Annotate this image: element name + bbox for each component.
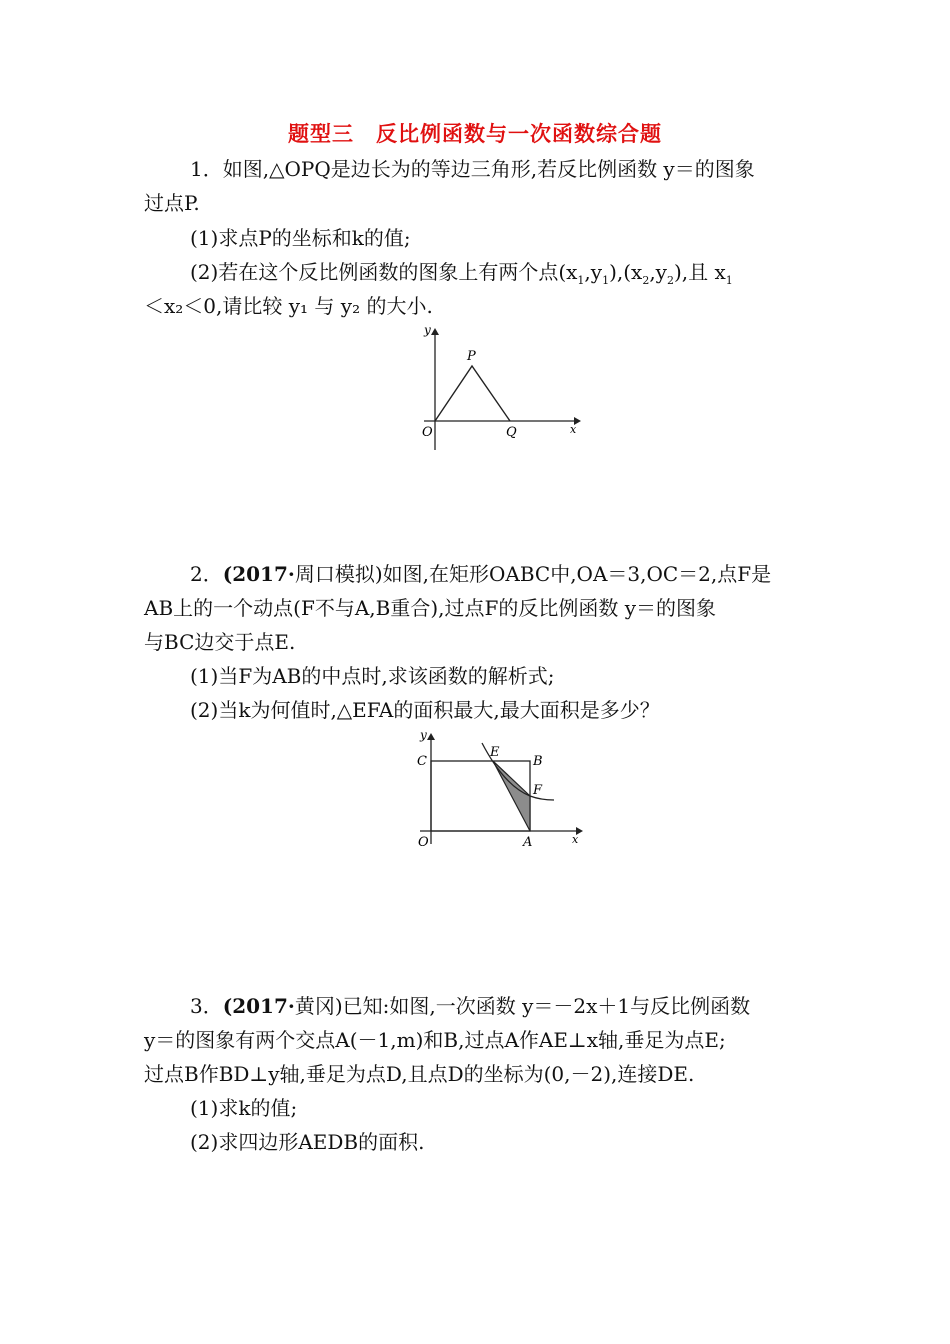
q2-part2: (2)当k为何值时,△EFA的面积最大,最大面积是多少？ — [190, 698, 660, 722]
q2-label-a: A — [523, 835, 533, 850]
q2-label-e: E — [490, 745, 500, 760]
q2-src: (2017· — [222, 562, 295, 586]
q3-part2: (2)求四边形AEDB的面积. — [190, 1130, 425, 1154]
q1-label-x: x — [570, 423, 577, 436]
q2-shaded-triangle — [493, 761, 530, 831]
q3-src-rest: 黄冈)已知:如图,一次函数 y＝－2x＋1与反比例函数 — [294, 994, 751, 1018]
q3-src: (2017· — [222, 994, 295, 1018]
q3-line1 — [190, 990, 750, 1022]
q2-figure — [410, 726, 590, 854]
q2-label-x: x — [572, 833, 579, 846]
q1-part1: (1)求点P的坐标和k的值; — [190, 226, 411, 250]
q1-figure — [414, 320, 584, 455]
q2-src-rest: 周口模拟)如图,在矩形OABC中,OA＝3,OC＝2,点F是 — [294, 562, 772, 586]
q3-part1: (1)求k的值; — [190, 1096, 298, 1120]
section-title: 题型三 反比例函数与一次函数综合题 — [288, 122, 662, 146]
q1-y-arrow — [431, 328, 439, 335]
q2-line3: 与BC边交于点E. — [144, 630, 296, 654]
q1-part2-b: 且 x — [688, 260, 726, 284]
q1-triangle — [435, 366, 510, 421]
q2-line2: AB上的一个动点(F不与A,B重合),过点F的反比例函数 y＝的图象 — [144, 596, 717, 620]
q2-label-b: B — [533, 754, 543, 769]
q1-part2-a: (2)若在这个反比例函数的图象上有两个点(x — [190, 260, 578, 284]
q1-line5: ＜x₂＜0,请比较 y₁ 与 y₂ 的大小. — [144, 294, 433, 318]
q1-line2: 过点P. — [144, 191, 200, 215]
q2-label-y: y — [420, 728, 427, 742]
q3-num: 3． — [190, 994, 223, 1018]
q1-label-q: Q — [506, 425, 517, 440]
q1-label-p: P — [467, 349, 476, 364]
q2-num: 2． — [190, 562, 223, 586]
q1-line1: 1．如图,△OPQ是边长为的等边三角形,若反比例函数 y＝的图象 — [190, 157, 755, 181]
q2-y-arrow — [427, 733, 435, 740]
q1-label-y: y — [424, 323, 431, 337]
q2-part1: (1)当F为AB的中点时,求该函数的解析式; — [190, 664, 555, 688]
q2-line1 — [190, 558, 771, 590]
q1-label-o: O — [422, 425, 433, 440]
q3-line2: y＝的图象有两个交点A(－1,m)和B,过点A作AE⊥x轴,垂足为点E; — [144, 1028, 726, 1052]
q2-label-c: C — [417, 754, 427, 769]
q2-label-o: O — [418, 835, 429, 850]
q2-label-f: F — [533, 783, 543, 798]
q3-line3: 过点B作BD⊥y轴,垂足为点D,且点D的坐标为(0,－2),连接DE. — [144, 1062, 695, 1086]
q1-part2: (2)若在这个反比例函数的图象上有两个点$(x_1,y_1),(x_2,y_2)$,且 $x_1$ — [190, 260, 733, 287]
